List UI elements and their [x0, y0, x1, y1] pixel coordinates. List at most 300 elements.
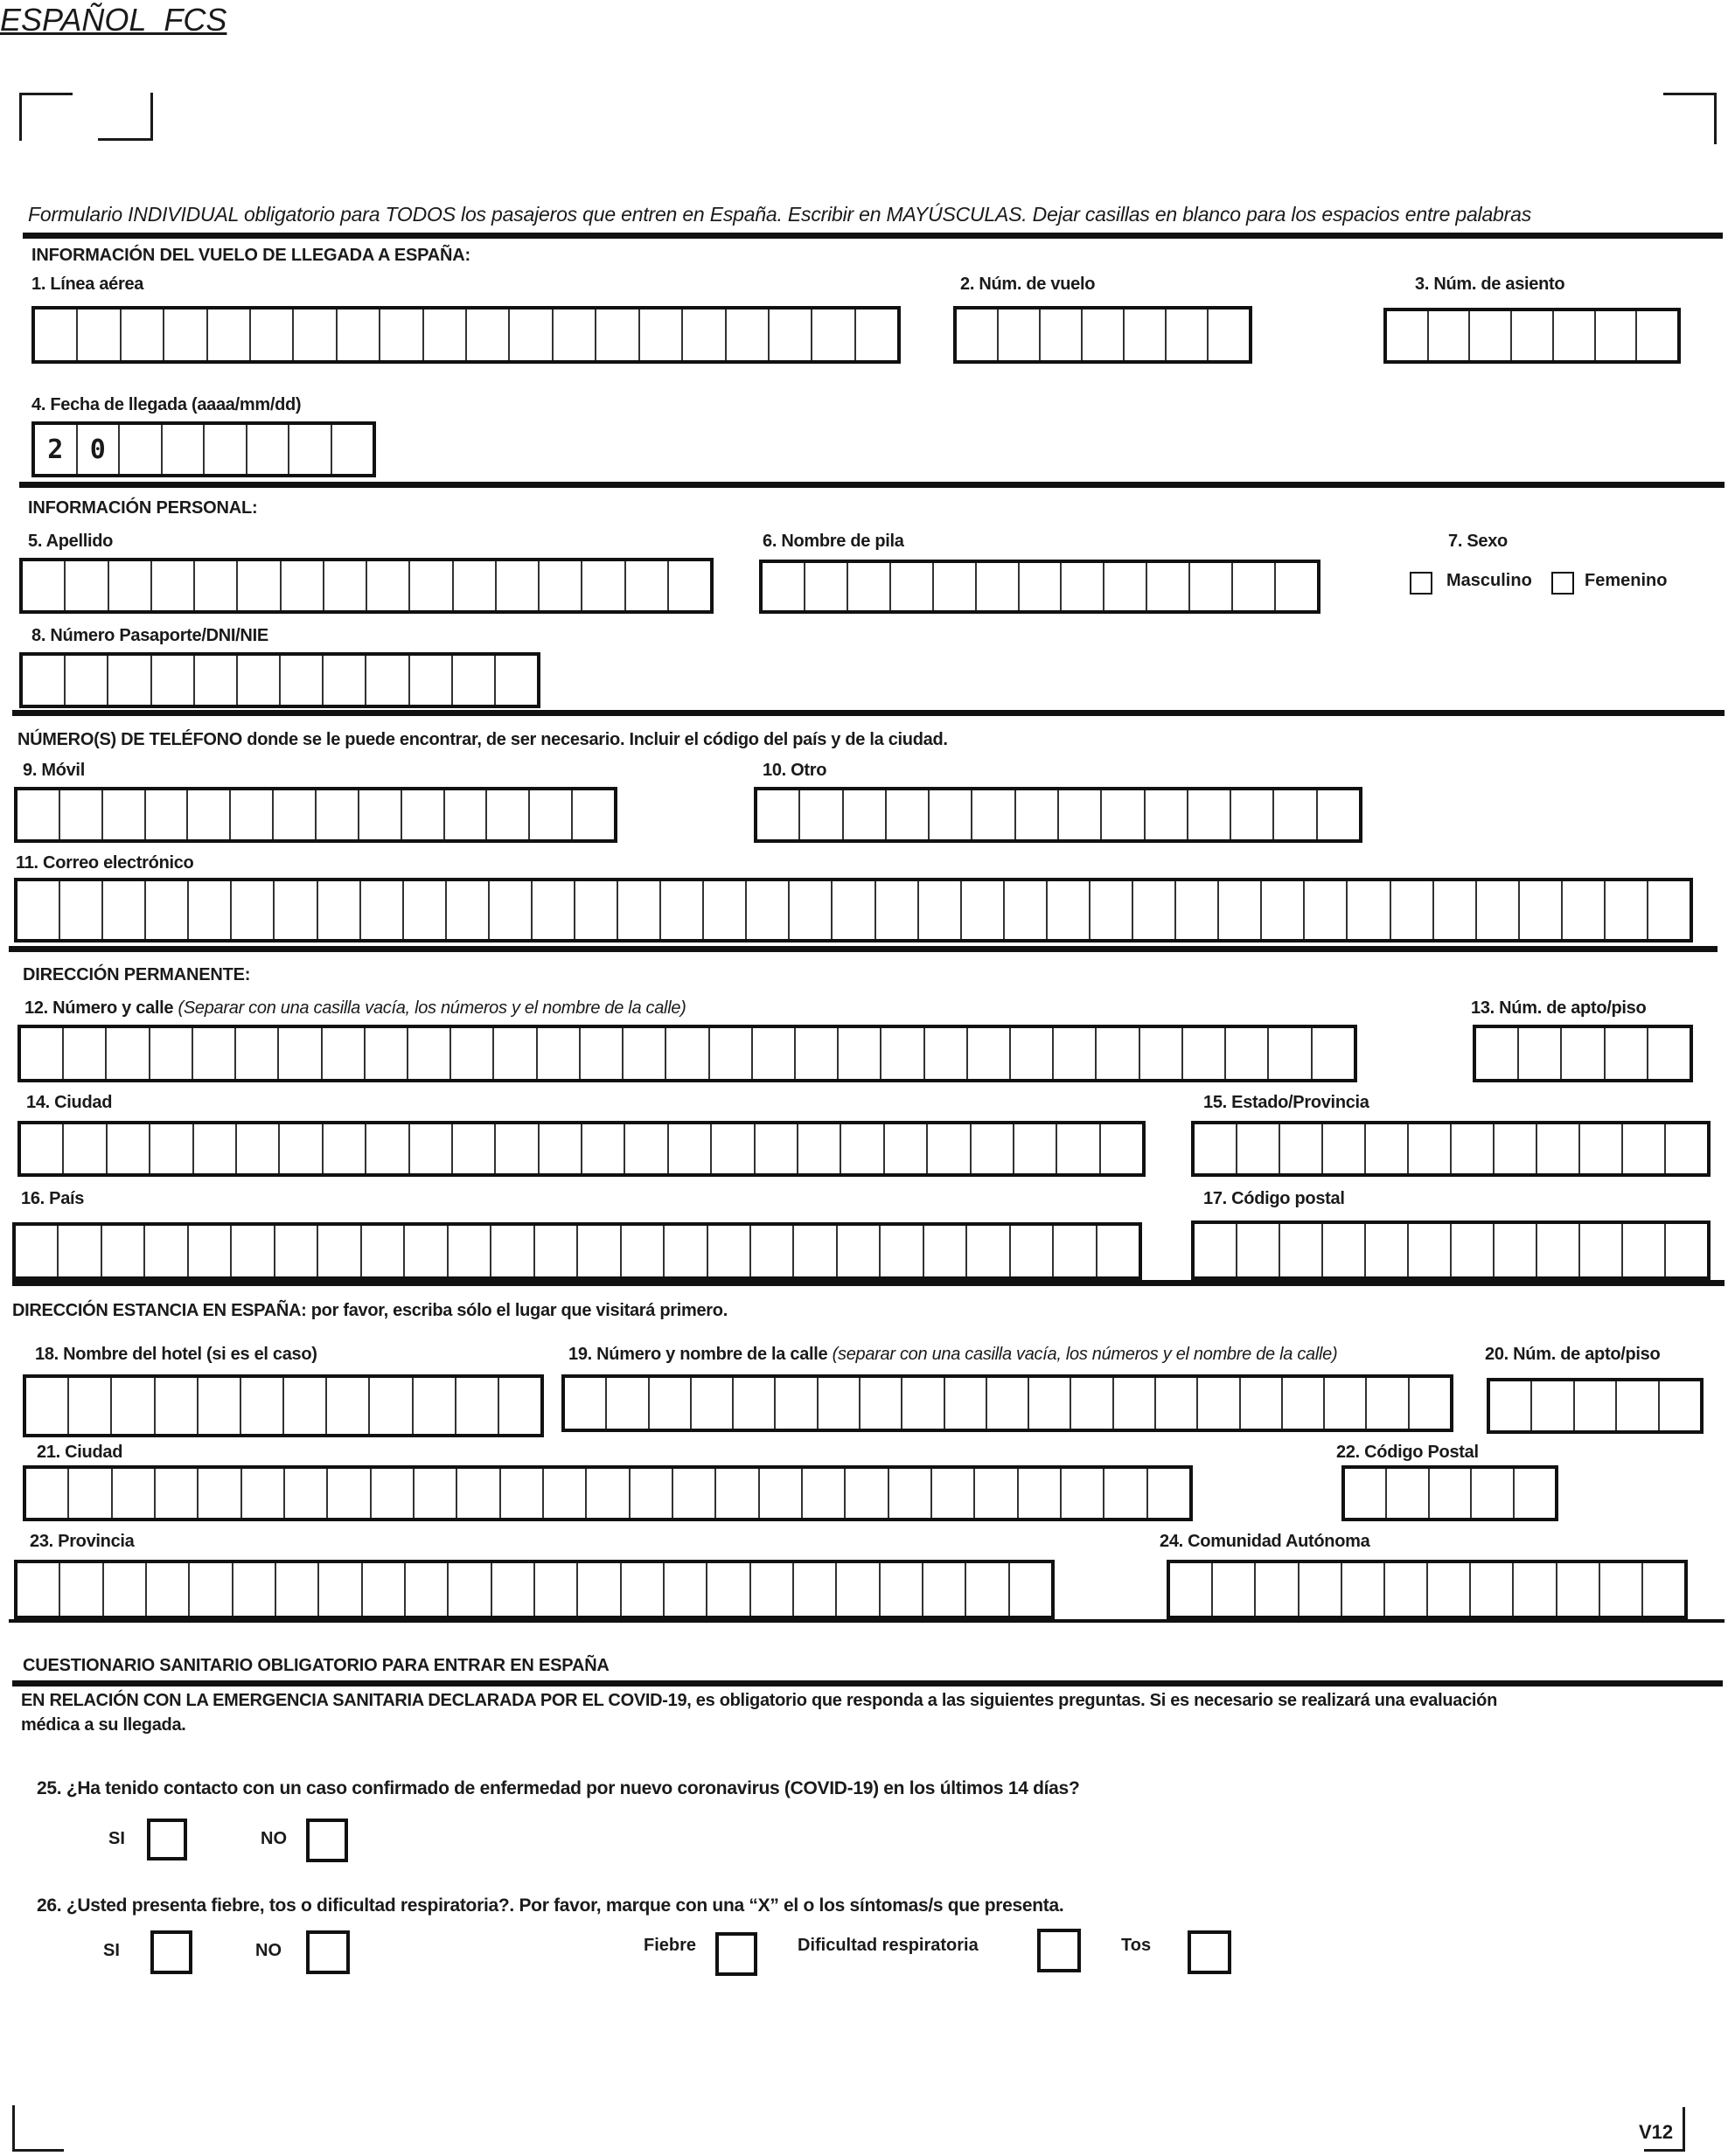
character-box [712, 1124, 755, 1173]
character-box [496, 656, 537, 705]
postal-code-input[interactable] [1191, 1221, 1711, 1280]
fever-label: Fiebre [644, 1936, 697, 1955]
character-box [60, 1563, 103, 1616]
character-box [1391, 881, 1434, 939]
character-box [1256, 1563, 1299, 1616]
field-label-arrival-date: 4. Fecha de llegada (aaaa/mm/dd) [31, 395, 302, 414]
character-box [146, 881, 189, 939]
character-box [530, 790, 573, 839]
other-phone-input[interactable] [754, 787, 1362, 843]
character-box [967, 1226, 1010, 1276]
character-box [751, 1563, 794, 1616]
character-box [881, 1226, 923, 1276]
character-box [925, 1028, 968, 1079]
character-box [406, 1563, 449, 1616]
character-box [1104, 1469, 1147, 1518]
character-box [622, 1226, 665, 1276]
arrival-date-digit [163, 425, 206, 474]
character-box [923, 1563, 966, 1616]
passport-input[interactable] [19, 652, 540, 708]
character-box [275, 1226, 318, 1276]
q25-yes-checkbox[interactable] [147, 1819, 187, 1860]
corner-mark-bottom-left [12, 2105, 64, 2152]
character-box [284, 1378, 327, 1434]
character-box [1102, 790, 1145, 839]
character-box [1409, 1224, 1452, 1276]
character-box [1048, 881, 1090, 939]
sex-female-label: Femenino [1585, 571, 1668, 590]
character-box [1219, 881, 1262, 939]
character-box [1231, 790, 1274, 839]
character-box [21, 1028, 64, 1079]
flight-number-input[interactable] [953, 306, 1252, 364]
character-box [1514, 1563, 1557, 1616]
character-box [554, 309, 596, 360]
stay-apartment-input[interactable] [1487, 1378, 1704, 1434]
street-label-text: 12. Número y calle [24, 998, 174, 1018]
character-box [930, 790, 972, 839]
character-box [1623, 1124, 1666, 1173]
character-box [26, 1469, 69, 1518]
character-box [640, 309, 683, 360]
q26-no-checkbox[interactable] [306, 1930, 350, 1974]
character-box [1600, 1563, 1643, 1616]
character-box [1562, 1028, 1605, 1079]
character-box [837, 1563, 880, 1616]
character-box [747, 881, 790, 939]
questionnaire-intro-line-2: médica a su llegada. [21, 1715, 186, 1735]
character-box [881, 1028, 924, 1079]
character-box [188, 790, 231, 839]
character-box [276, 1563, 319, 1616]
character-box [977, 563, 1020, 610]
character-box [856, 309, 897, 360]
character-box [23, 561, 66, 610]
character-box [1305, 881, 1348, 939]
section-divider [12, 1280, 1725, 1286]
character-box [581, 1028, 624, 1079]
apartment-input[interactable] [1473, 1025, 1693, 1082]
character-box [449, 1563, 491, 1616]
character-box [887, 790, 930, 839]
character-box [803, 1469, 846, 1518]
street-input[interactable] [17, 1025, 1357, 1082]
q26-yes-checkbox[interactable] [150, 1930, 192, 1974]
character-box [876, 881, 919, 939]
character-box [78, 309, 121, 360]
field-label-street [24, 998, 686, 1019]
character-box [844, 790, 887, 839]
character-box [669, 561, 710, 610]
character-box [152, 656, 195, 705]
character-box [1226, 1028, 1269, 1079]
character-box [1010, 1563, 1051, 1616]
first-name-input[interactable] [759, 560, 1320, 614]
field-label-flight-number: 2. Núm. de vuelo [960, 275, 1096, 294]
character-box [1477, 881, 1520, 939]
character-box [424, 309, 467, 360]
character-box [194, 1124, 237, 1173]
field-label-surname: 5. Apellido [28, 532, 114, 551]
field-label-apartment: 13. Núm. de apto/piso [1471, 998, 1647, 1018]
character-box [1666, 1224, 1707, 1276]
character-box [624, 1028, 666, 1079]
country-input[interactable] [12, 1222, 1142, 1280]
airline-input[interactable] [31, 306, 901, 364]
character-box [150, 1124, 193, 1173]
character-box [405, 1226, 448, 1276]
sex-female-checkbox[interactable] [1551, 572, 1574, 595]
cough-checkbox[interactable] [1188, 1930, 1231, 1974]
arrival-date-digit [120, 425, 163, 474]
character-box [889, 1469, 932, 1518]
character-box [1237, 1124, 1280, 1173]
character-box [1054, 1226, 1097, 1276]
character-box [241, 1378, 284, 1434]
character-box [796, 1028, 839, 1079]
character-box [363, 1563, 406, 1616]
character-box [1188, 790, 1231, 839]
character-box [625, 1124, 668, 1173]
field-label-autonomous-community: 24. Comunidad Autónoma [1160, 1532, 1370, 1551]
stay-street-input[interactable] [561, 1374, 1453, 1432]
character-box [1345, 1469, 1387, 1518]
corner-mark-top-left-inner [98, 93, 153, 141]
character-box [704, 881, 747, 939]
character-box [1643, 1563, 1684, 1616]
field-label-passport: 8. Número Pasaporte/DNI/NIE [31, 626, 268, 645]
character-box [665, 1226, 707, 1276]
character-box [1014, 1124, 1057, 1173]
character-box [146, 790, 189, 839]
character-box [193, 1028, 236, 1079]
autonomous-community-input[interactable] [1167, 1560, 1688, 1619]
character-box [1429, 311, 1471, 360]
character-box [328, 1469, 371, 1518]
character-box [494, 1028, 537, 1079]
field-label-mobile: 9. Móvil [23, 761, 85, 780]
character-box [69, 1378, 112, 1434]
character-box [59, 1226, 101, 1276]
character-box [999, 309, 1041, 360]
character-box [17, 790, 60, 839]
character-box [1660, 1381, 1700, 1430]
character-box [987, 1378, 1029, 1429]
character-box [1323, 1124, 1366, 1173]
character-box [60, 790, 103, 839]
city-input[interactable] [17, 1121, 1146, 1177]
character-box [1515, 1469, 1555, 1518]
character-box [1428, 1563, 1471, 1616]
sex-male-checkbox[interactable] [1410, 572, 1432, 595]
character-box [1156, 1378, 1198, 1429]
character-box [451, 1028, 494, 1079]
cough-label: Tos [1121, 1936, 1152, 1955]
character-box [1147, 563, 1190, 610]
character-box [1083, 309, 1125, 360]
section-title-flight: INFORMACIÓN DEL VUELO DE LLEGADA A ESPAÑA: [31, 246, 470, 265]
character-box [195, 561, 238, 610]
character-box [1472, 1469, 1514, 1518]
character-box [934, 563, 977, 610]
q26-yes-label: SI [103, 1941, 120, 1960]
character-box [1313, 1028, 1354, 1079]
character-box [1410, 1378, 1450, 1429]
character-box [945, 1378, 987, 1429]
breathing-difficulty-checkbox[interactable] [1037, 1929, 1081, 1972]
character-box [1262, 881, 1305, 939]
character-box [1170, 1563, 1213, 1616]
character-box [1190, 563, 1233, 610]
street-label-note: (Separar con una casilla vacía, los números y el nombre de la calle) [178, 998, 686, 1018]
character-box [1101, 1124, 1142, 1173]
character-box [1167, 309, 1209, 360]
character-box [238, 656, 281, 705]
character-box [324, 561, 367, 610]
character-box [902, 1378, 944, 1429]
character-box [650, 1378, 692, 1429]
character-box [404, 881, 447, 939]
character-box [753, 1028, 796, 1079]
character-box [402, 790, 445, 839]
character-box [1097, 1226, 1139, 1276]
character-box [1666, 1124, 1707, 1173]
character-box [776, 1378, 818, 1429]
character-box [1623, 1224, 1666, 1276]
field-label-province: 23. Provincia [30, 1532, 135, 1551]
character-box [1648, 881, 1690, 939]
character-box [496, 1124, 539, 1173]
character-box [156, 1469, 199, 1518]
character-box [1385, 1563, 1428, 1616]
corner-mark-top-left [19, 93, 73, 141]
character-box [1637, 311, 1677, 360]
character-box [1283, 1378, 1325, 1429]
character-box [1366, 1224, 1409, 1276]
field-label-first-name: 6. Nombre de pila [763, 532, 904, 551]
character-box [1146, 790, 1188, 839]
character-box [318, 1226, 361, 1276]
character-box [487, 790, 530, 839]
hotel-input[interactable] [23, 1374, 544, 1437]
stay-city-input[interactable] [23, 1465, 1193, 1521]
character-box [35, 309, 78, 360]
field-label-country: 16. País [21, 1189, 85, 1208]
character-box [367, 561, 410, 610]
section-title-questionnaire: CUESTIONARIO SANITARIO OBLIGATORIO PARA ENTRAR EN ESPAÑA [23, 1656, 610, 1675]
breathing-difficulty-label: Dificultad respiratoria [798, 1936, 979, 1955]
character-box [891, 563, 934, 610]
character-box [1097, 1028, 1139, 1079]
character-box [1537, 1224, 1580, 1276]
character-box [1241, 1378, 1283, 1429]
character-box [456, 1378, 499, 1434]
character-box [575, 881, 618, 939]
character-box [366, 656, 409, 705]
character-box [21, 1124, 64, 1173]
arrival-date-digit-prefilled: 2 [35, 425, 78, 474]
character-box [17, 881, 60, 939]
character-box [535, 1563, 578, 1616]
section-divider [12, 1680, 1723, 1687]
character-box [1280, 1224, 1323, 1276]
question-25: 25. ¿Ha tenido contacto con un caso confirmado de enfermedad por nuevo coronavirus (COVID-19) en los últimos 14 días? [37, 1778, 1080, 1798]
character-box [618, 881, 661, 939]
q25-no-checkbox[interactable] [306, 1819, 348, 1862]
character-box [362, 1226, 405, 1276]
character-box [540, 561, 582, 610]
character-box [281, 656, 324, 705]
character-box [972, 790, 1015, 839]
character-box [359, 790, 402, 839]
character-box [1011, 1028, 1054, 1079]
character-box [467, 309, 510, 360]
character-box [414, 1378, 456, 1434]
character-box [1280, 1124, 1323, 1173]
character-box [957, 309, 999, 360]
form-instructions: Formulario INDIVIDUAL obligatorio para TODOS los pasajeros que entren en España. Escribir en MAYÚSCULAS. Dejar casillas en blanco para los espacios entre palabras [28, 203, 1532, 226]
field-label-stay-postal-code: 22. Código Postal [1336, 1443, 1479, 1462]
arrival-date-input[interactable] [31, 421, 376, 477]
character-box [666, 1028, 709, 1079]
section-title-permanent-address: DIRECCIÓN PERMANENTE: [23, 965, 251, 984]
character-box [1367, 1378, 1409, 1429]
character-box [1387, 311, 1429, 360]
character-box [841, 1124, 884, 1173]
character-box [66, 561, 108, 610]
character-box [861, 1378, 902, 1429]
character-box [760, 1469, 803, 1518]
character-box [501, 1469, 544, 1518]
character-box [763, 563, 805, 610]
character-box [1140, 1028, 1183, 1079]
character-box [607, 1378, 649, 1429]
stay-postal-code-input[interactable] [1341, 1465, 1558, 1521]
character-box [208, 309, 251, 360]
character-box [410, 561, 453, 610]
field-label-postal-code: 17. Código postal [1203, 1189, 1345, 1208]
character-box [578, 1226, 621, 1276]
character-box [1057, 1124, 1100, 1173]
character-box [454, 561, 497, 610]
character-box [453, 1124, 496, 1173]
section-title-phones: NÚMERO(S) DE TELÉFONO donde se le puede encontrar, de ser necesario. Incluir el código del país y de la ciudad. [17, 730, 948, 749]
character-box [1005, 881, 1048, 939]
character-box [578, 1563, 621, 1616]
character-box [64, 1028, 107, 1079]
character-box [324, 656, 366, 705]
character-box [490, 881, 533, 939]
arrival-date-digit [205, 425, 247, 474]
character-box [800, 790, 843, 839]
section-title-personal: INFORMACIÓN PERSONAL: [28, 498, 258, 518]
character-box [673, 1469, 716, 1518]
field-label-stay-street [568, 1345, 1337, 1365]
character-box [23, 656, 66, 705]
character-box [457, 1469, 500, 1518]
field-label-sex: 7. Sexo [1448, 532, 1508, 551]
character-box [1476, 1028, 1519, 1079]
character-box [770, 309, 812, 360]
character-box [199, 1378, 241, 1434]
character-box [544, 1469, 587, 1518]
character-box [1490, 1381, 1532, 1430]
stay-street-label-note: (separar con una casilla vacía, los números y el nombre de la calle) [832, 1345, 1338, 1364]
character-box [232, 1226, 275, 1276]
q26-no-label: NO [255, 1941, 282, 1960]
character-box [237, 1124, 280, 1173]
q25-yes-label: SI [108, 1829, 125, 1848]
mobile-input[interactable] [14, 787, 617, 843]
character-box [968, 1028, 1011, 1079]
surname-input[interactable] [19, 558, 714, 614]
character-box [327, 1378, 370, 1434]
state-input[interactable] [1191, 1121, 1711, 1177]
corner-mark-top-right [1663, 93, 1717, 144]
character-box [1062, 1469, 1104, 1518]
character-box [573, 790, 614, 839]
character-box [928, 1124, 971, 1173]
character-box [626, 561, 669, 610]
character-box [1495, 1124, 1537, 1173]
fever-checkbox[interactable] [715, 1932, 757, 1976]
character-box [492, 1563, 535, 1616]
character-box [108, 1124, 150, 1173]
character-box [1342, 1563, 1385, 1616]
character-box [17, 1563, 60, 1616]
character-box [251, 309, 294, 360]
province-input[interactable] [14, 1560, 1055, 1619]
character-box [1348, 881, 1390, 939]
character-box [1183, 1028, 1226, 1079]
character-box [164, 309, 207, 360]
character-box [238, 561, 281, 610]
character-box [317, 790, 359, 839]
character-box [189, 1226, 232, 1276]
character-box [716, 1469, 759, 1518]
character-box [156, 1378, 199, 1434]
character-box [1269, 1028, 1312, 1079]
character-box [318, 881, 361, 939]
character-box [1387, 1469, 1429, 1518]
character-box [848, 563, 891, 610]
character-box [109, 561, 152, 610]
character-box [190, 1563, 233, 1616]
character-box [1195, 1224, 1237, 1276]
arrival-date-digit-prefilled: 0 [78, 425, 121, 474]
character-box [102, 1226, 145, 1276]
character-box [833, 881, 875, 939]
section-title-stay-address: DIRECCIÓN ESTANCIA EN ESPAÑA: por favor, escriba sólo el lugar que visitará primero. [12, 1301, 728, 1320]
seat-number-input[interactable] [1383, 308, 1681, 364]
character-box [1452, 1224, 1495, 1276]
character-box [147, 1563, 190, 1616]
email-input[interactable] [14, 878, 1693, 942]
character-box [1011, 1226, 1054, 1276]
character-box [319, 1563, 362, 1616]
character-box [199, 1469, 241, 1518]
character-box [499, 1378, 540, 1434]
character-box [1452, 1124, 1495, 1173]
character-box [665, 1563, 707, 1616]
character-box [1323, 1224, 1366, 1276]
character-box [1648, 1028, 1690, 1079]
character-box [1606, 881, 1648, 939]
character-box [104, 1563, 147, 1616]
character-box [108, 656, 151, 705]
section-divider [12, 710, 1725, 716]
character-box [798, 1124, 841, 1173]
